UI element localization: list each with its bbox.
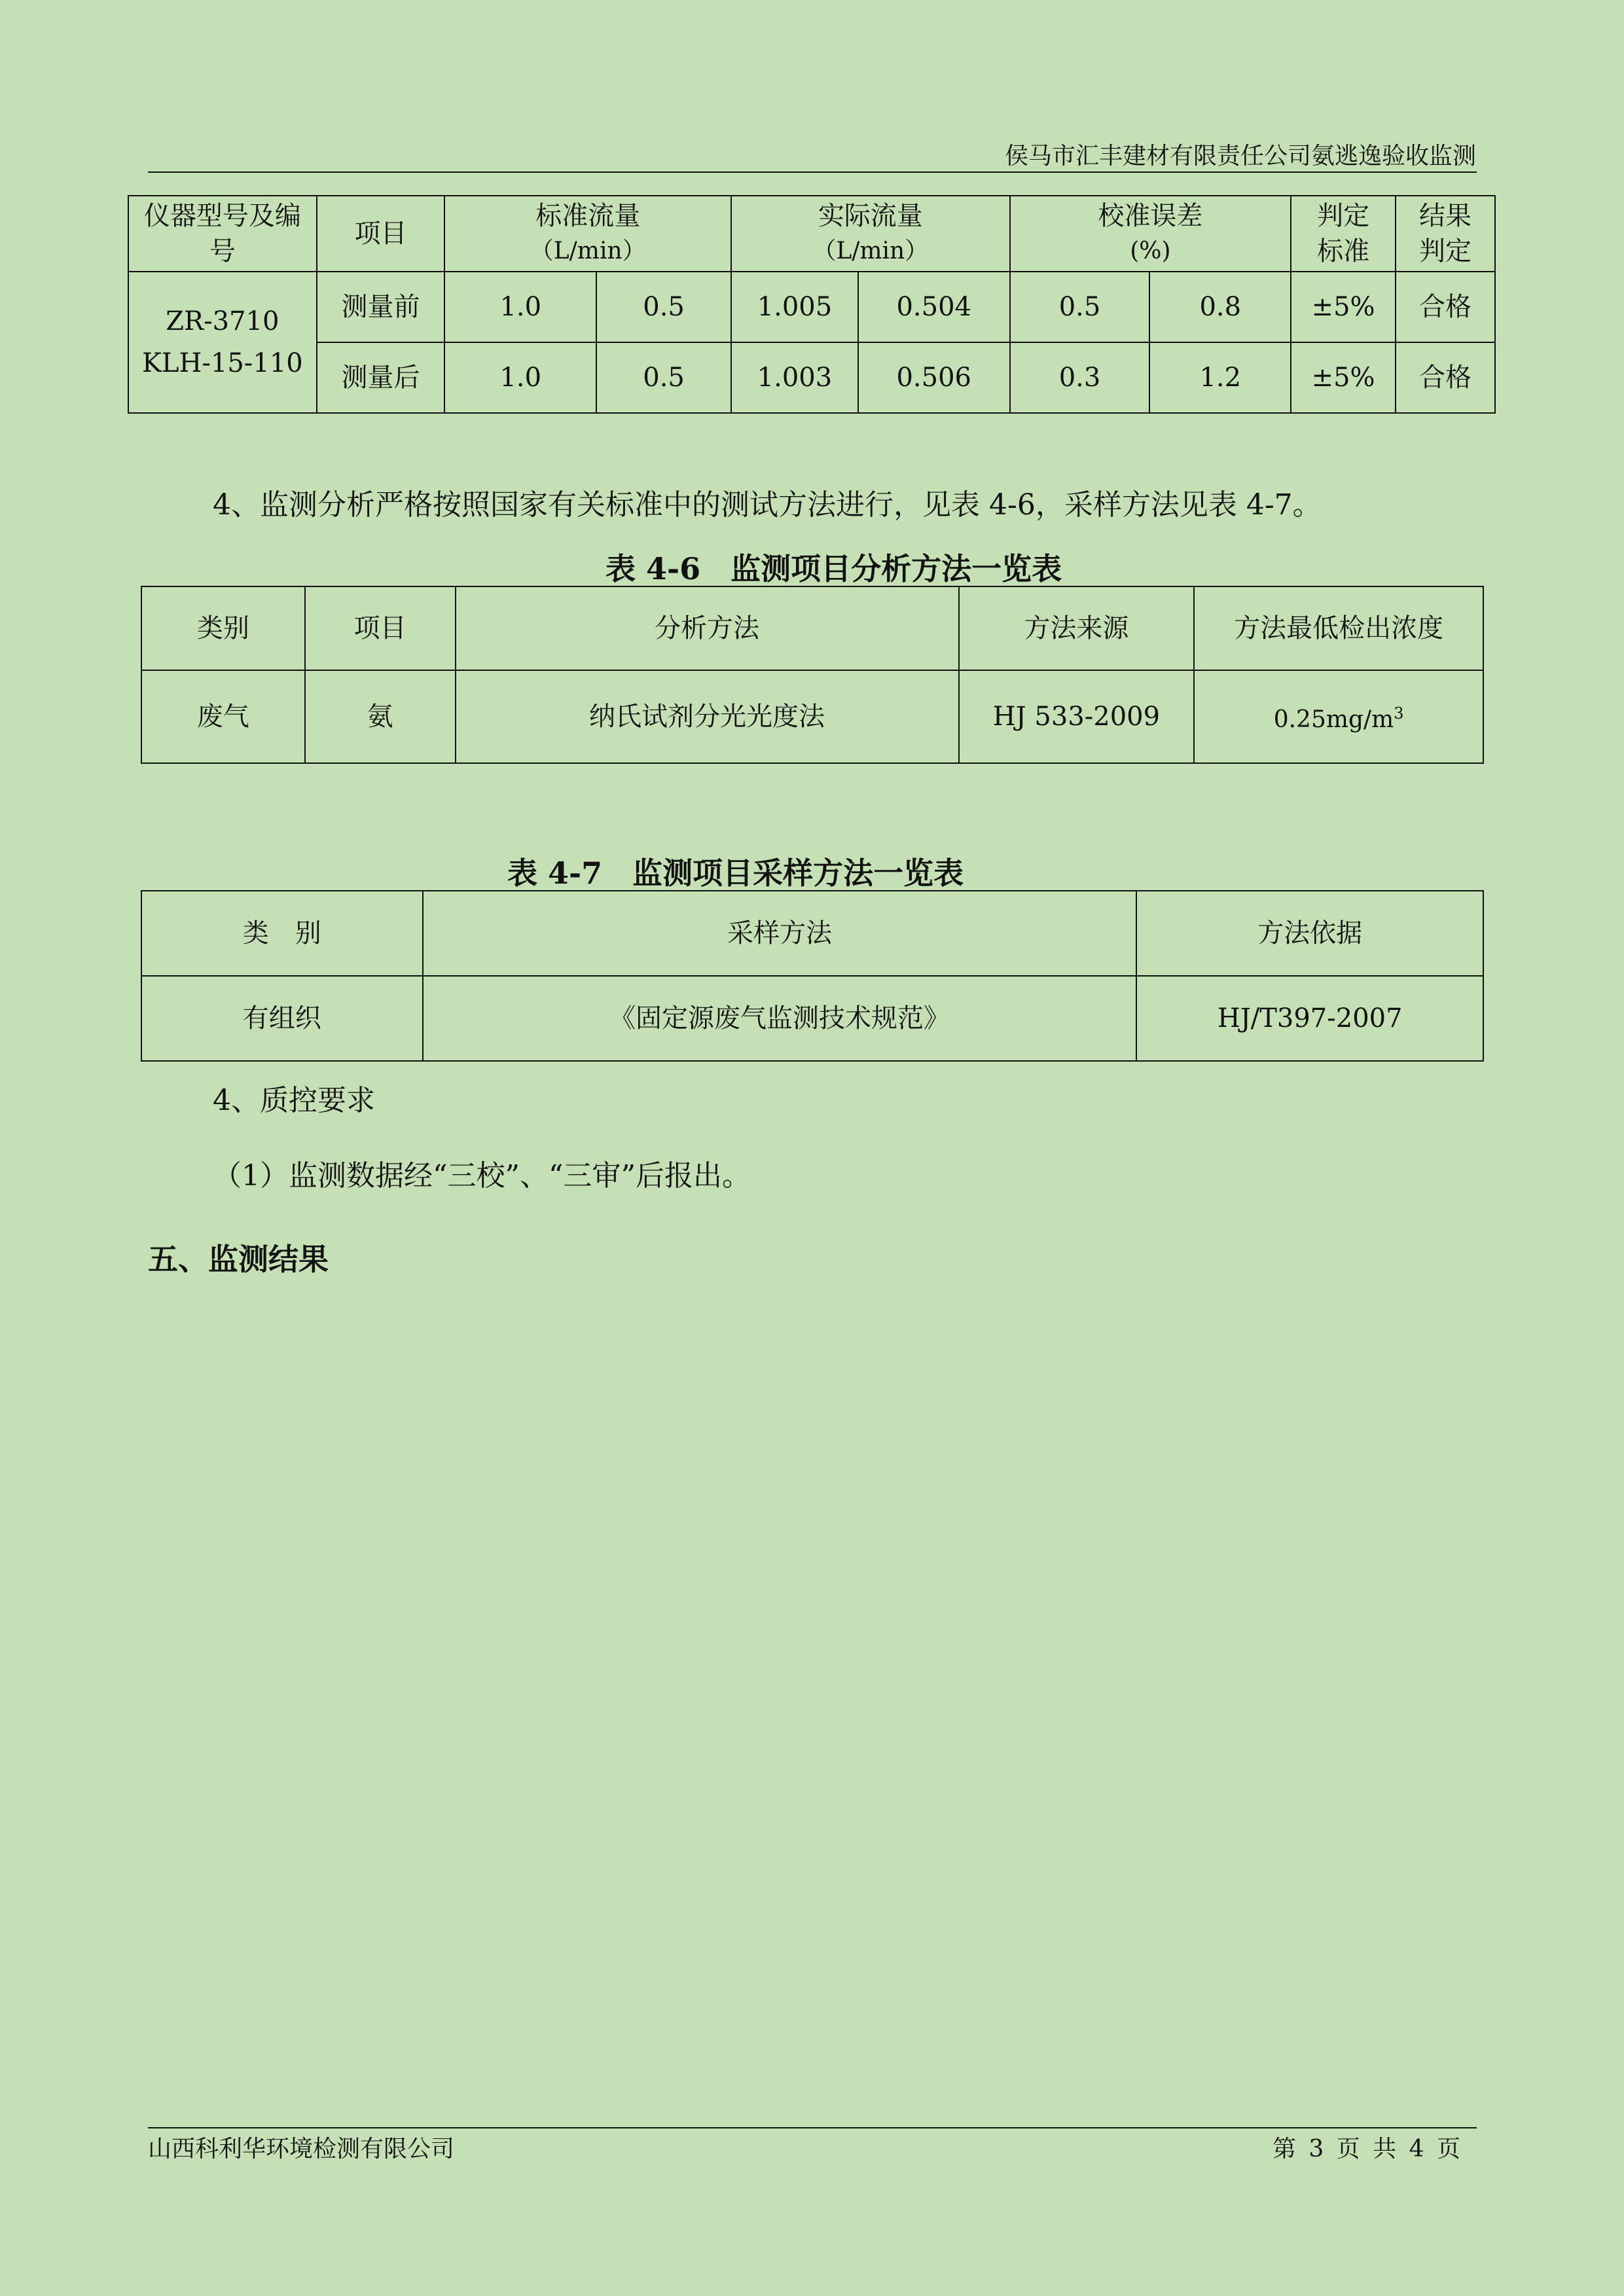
cell-result: 合格 bbox=[1396, 272, 1495, 342]
paragraph-methods: 4、监测分析严格按照国家有关标准中的测试方法进行，见表 4-6，采样方法见表 4-7。 bbox=[213, 488, 1322, 522]
header-title: 侯马市汇丰建材有限责任公司氨逃逸验收监测 bbox=[1004, 143, 1476, 170]
cell-std1: 1.0 bbox=[444, 342, 596, 413]
cell-std2: 0.5 bbox=[596, 272, 731, 342]
cell-err2: 1.2 bbox=[1149, 342, 1291, 413]
t47-header-category: 类 别 bbox=[141, 891, 423, 976]
instrument-cell bbox=[128, 272, 317, 413]
table-row bbox=[141, 976, 1483, 1061]
t46-source: HJ 533-2009 bbox=[959, 670, 1195, 763]
cell-std2: 0.5 bbox=[596, 342, 731, 413]
header-std-flow-unit: （L/min） bbox=[530, 238, 646, 264]
header-act-flow bbox=[731, 196, 1010, 272]
t47-header-method: 采样方法 bbox=[423, 891, 1137, 976]
paragraph-qc-item: （1）监测数据经“三校”、“三审”后报出。 bbox=[213, 1159, 751, 1193]
t46-header-source: 方法来源 bbox=[959, 586, 1195, 670]
header-error bbox=[1010, 196, 1291, 272]
t46-limit-superscript: 3 bbox=[1394, 704, 1404, 723]
instrument-model: ZR-3710 bbox=[166, 306, 280, 336]
calibration-table bbox=[128, 195, 1496, 414]
header-rule bbox=[148, 171, 1477, 173]
cell-act1: 1.003 bbox=[731, 342, 858, 413]
t47-header-basis: 方法依据 bbox=[1136, 891, 1483, 976]
table-row bbox=[141, 670, 1483, 763]
t47-basis: HJ/T397-2007 bbox=[1136, 976, 1483, 1061]
table-row bbox=[128, 342, 1495, 413]
t47-method: 《固定源废气监测技术规范》 bbox=[423, 976, 1137, 1061]
row-item: 测量后 bbox=[317, 342, 445, 413]
t46-limit-value: 0.25mg/m bbox=[1273, 706, 1394, 733]
footer-company: 山西科利华环境检测有限公司 bbox=[148, 2136, 455, 2162]
header-act-flow-unit: （L/min） bbox=[812, 238, 929, 264]
t46-header-category: 类别 bbox=[141, 586, 305, 670]
table-row bbox=[128, 272, 1495, 342]
t46-method: 纳氏试剂分光光度法 bbox=[456, 670, 959, 763]
paragraph-qc-title: 4、质控要求 bbox=[213, 1084, 375, 1117]
cell-err1: 0.5 bbox=[1010, 272, 1150, 342]
footer-rule bbox=[148, 2127, 1477, 2128]
cell-result: 合格 bbox=[1396, 342, 1495, 413]
header-criterion: 判定标准 bbox=[1291, 196, 1396, 272]
header-std-flow bbox=[444, 196, 731, 272]
cell-err2: 0.8 bbox=[1149, 272, 1291, 342]
table46-caption: 表 4-6 监测项目分析方法一览表 bbox=[605, 551, 1062, 586]
header-std-flow-label: 标准流量 bbox=[535, 201, 641, 231]
t46-item: 氨 bbox=[305, 670, 456, 763]
cell-criterion: ±5% bbox=[1291, 272, 1396, 342]
cell-err1: 0.3 bbox=[1010, 342, 1150, 413]
analysis-method-table bbox=[141, 586, 1484, 764]
header-instrument: 仪器型号及编号 bbox=[128, 196, 317, 272]
t46-category: 废气 bbox=[141, 670, 305, 763]
header-error-label: 校准误差 bbox=[1098, 201, 1203, 231]
cell-std1: 1.0 bbox=[444, 272, 596, 342]
footer-page-number: 第 3 页 共 4 页 bbox=[1272, 2136, 1460, 2162]
t46-header-limit: 方法最低检出浓度 bbox=[1194, 586, 1483, 670]
cell-criterion: ±5% bbox=[1291, 342, 1396, 413]
cell-act2: 0.506 bbox=[858, 342, 1010, 413]
cell-act1: 1.005 bbox=[731, 272, 858, 342]
t46-limit bbox=[1194, 670, 1483, 763]
header-error-unit: (%) bbox=[1130, 238, 1171, 264]
t47-category: 有组织 bbox=[141, 976, 423, 1061]
header-item: 项目 bbox=[317, 196, 445, 272]
header-result: 结果判定 bbox=[1396, 196, 1495, 272]
t46-header-item: 项目 bbox=[305, 586, 456, 670]
row-item: 测量前 bbox=[317, 272, 445, 342]
sampling-method-table bbox=[141, 890, 1484, 1062]
table47-caption: 表 4-7 监测项目采样方法一览表 bbox=[507, 855, 964, 891]
instrument-number: KLH-15-110 bbox=[142, 348, 303, 378]
section-heading-results: 五、监测结果 bbox=[148, 1242, 329, 1277]
cell-act2: 0.504 bbox=[858, 272, 1010, 342]
t46-header-method: 分析方法 bbox=[456, 586, 959, 670]
header-act-flow-label: 实际流量 bbox=[818, 201, 923, 231]
